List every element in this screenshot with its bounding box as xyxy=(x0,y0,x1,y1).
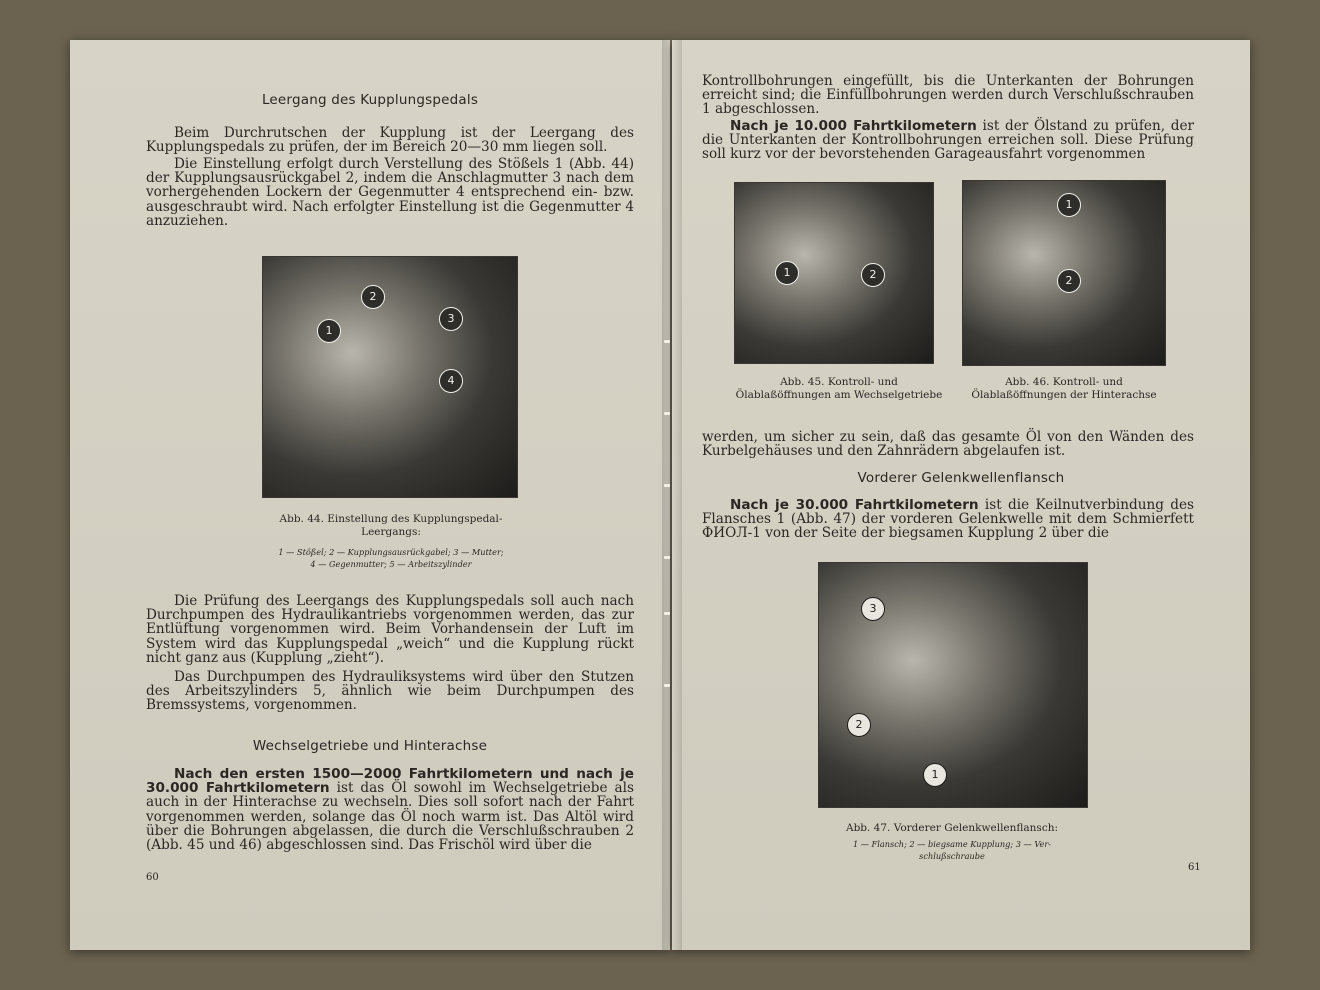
figure-44-photo xyxy=(262,256,518,498)
binding-stitch xyxy=(664,412,670,415)
callout-1: 1 xyxy=(1057,193,1081,217)
paragraph-bleeding-procedure: Das Durchpumpen des Hydrauliksystems wird über den Stutzen des Arbeitszylinders 5, ähnlich wie beim Durchpumpen des Bremssystems, vorgenommen. xyxy=(146,669,634,714)
callout-2: 2 xyxy=(361,285,385,309)
figure-44-legend-line-2: 4 — Gegenmutter; 5 — Arbeitszylinder xyxy=(310,559,472,569)
right-page xyxy=(672,40,1250,950)
paragraph-oil-change xyxy=(146,767,634,852)
paragraph-oil-level xyxy=(702,119,1194,162)
callout-1: 1 xyxy=(775,261,799,285)
paragraph-bleeding-check: Die Prüfung des Leergangs des Kupplungspedals soll auch nach Durchpumpen des Hydraulikantriebs vorgenommen werden, das zur Entlüftung vorgenommen wird. Beim Vorhandensein der Luft im System wird das Kupplungspedal „weich“ und die Kupplung rückt nicht ganz aus (Kupplung „zieht“). xyxy=(146,593,634,666)
section-heading-gearbox: Wechselgetriebe und Hinterachse xyxy=(252,738,488,754)
binding-stitch xyxy=(664,340,670,343)
paragraph-filling: Kontrollbohrungen eingefüllt, bis die Unterkanten der Bohrungen erreicht sind; die Einfüllbohrungen werden durch Verschlußschrauben 1 abgeschlossen. xyxy=(702,73,1194,118)
figure-45-photo xyxy=(734,182,934,364)
callout-3: 3 xyxy=(861,597,885,621)
paragraph-flange xyxy=(702,498,1194,541)
figure-44-legend-line-1: 1 — Stößel; 2 — Kupplungsausrückgabel; 3 — Mutter; xyxy=(278,547,504,557)
figure-47-legend-line-1: 1 — Flansch; 2 — biegsame Kupplung; 3 — Ver- xyxy=(852,839,1052,849)
figure-44-caption: Abb. 44. Einstellung des Kupplungspedal-Leergangs: xyxy=(279,513,503,538)
left-page xyxy=(70,40,670,950)
binding-stitch xyxy=(664,684,670,687)
page-number-left: 60 xyxy=(146,872,159,883)
paragraph-oil-change-text: ist das Öl sowohl im Wechselgetriebe als auch in der Hinterachse zu wechseln. Dies soll sofort nach der Fahrt vorgenommen werden, solange das Öl noch warm ist. Das Altöl wird über die Bohrungen abgelassen, die durch die Verschlußschrauben 2 (Abb. 45 und 46) abgeschlossen sind. Das Frischöl wird über die xyxy=(146,780,634,854)
callout-3: 3 xyxy=(439,307,463,331)
paragraph-oil-change-emphasis: Nach den ersten 1500—2000 Fahrtkilometern und nach je 30.000 Fahrtkilometern xyxy=(146,766,634,797)
paragraph-drain-time: werden, um sicher zu sein, daß das gesamte Öl von den Wänden des Kurbelgehäuses und den Zahnrädern abgelaufen ist. xyxy=(702,429,1194,460)
callout-2: 2 xyxy=(1057,269,1081,293)
paragraph-clutch-play: Beim Durchrutschen der Kupplung ist der Leergang des Kupplungspedals zu prüfen, der im Bereich 20—30 mm liegen soll. xyxy=(146,125,634,156)
binding-stitch xyxy=(664,556,670,559)
callout-1: 1 xyxy=(317,319,341,343)
page-number-right: 61 xyxy=(1188,862,1201,873)
figure-47-photo xyxy=(818,562,1088,808)
callout-1: 1 xyxy=(923,763,947,787)
binding-stitch xyxy=(664,484,670,487)
paragraph-flange-emphasis: Nach je 30.000 Fahrtkilometern xyxy=(730,497,979,513)
figure-45-caption: Abb. 45. Kontroll- und Ölablaßöffnungen am Wechselgetriebe xyxy=(735,376,943,401)
paragraph-flange-text: ist die Keilnutverbindung des Flansches 1 (Abb. 47) der vorderen Gelenkwelle mit dem Schmierfett ФИОЛ-1 von der Seite der biegsamen Kupplung 2 über die xyxy=(702,497,1194,542)
binding-stitch xyxy=(664,612,670,615)
paragraph-oil-level-text: ist der Ölstand zu prüfen, der die Unterkanten der Kontrollbohrungen erreichen soll. Diese Prüfung soll kurz vor der bevorstehenden Garageausfahrt vorgenommen xyxy=(702,118,1195,163)
paragraph-oil-level-emphasis: Nach je 10.000 Fahrtkilometern xyxy=(730,118,977,134)
figure-47-legend-line-2: schlußschraube xyxy=(919,851,985,861)
section-heading-flange: Vorderer Gelenkwellenflansch xyxy=(857,470,1065,486)
figure-46-photo xyxy=(962,180,1166,366)
section-heading-clutch-pedal: Leergang des Kupplungspedals xyxy=(261,92,479,108)
paragraph-clutch-adjustment: Die Einstellung erfolgt durch Verstellung des Stößels 1 (Abb. 44) der Kupplungsausrückgabel 2, indem die Anschlagmutter 3 nach dem vorhergehenden Lockern der Gegenmutter 4 entsprechend ein- bzw. ausgeschraubt wird. Nach erfolgter Einstellung ist die Gegenmutter 4 anzuziehen. xyxy=(146,156,634,229)
callout-4: 4 xyxy=(439,369,463,393)
book-gutter xyxy=(662,40,682,950)
callout-2: 2 xyxy=(861,263,885,287)
figure-47-caption: Abb. 47. Vorderer Gelenkwellenflansch: xyxy=(845,822,1058,834)
figure-46-caption: Abb. 46. Kontroll- und Ölablaßöffnungen der Hinterachse xyxy=(971,376,1157,401)
callout-2: 2 xyxy=(847,713,871,737)
